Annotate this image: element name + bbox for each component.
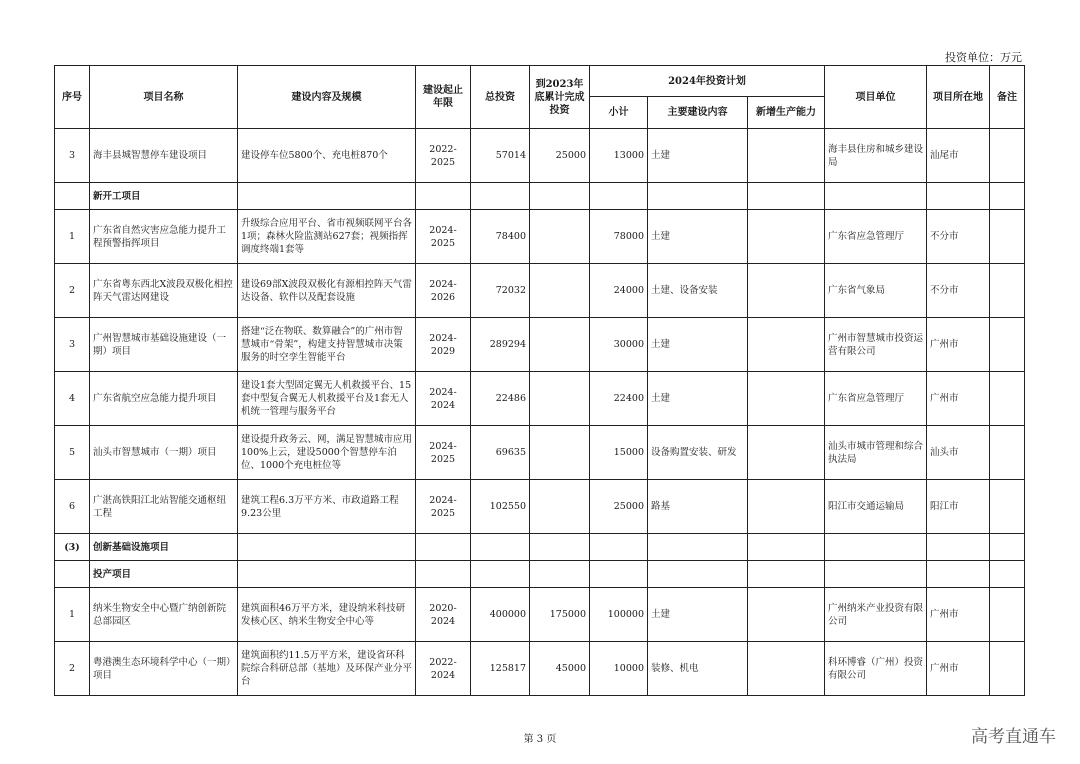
table-row	[55, 642, 1025, 696]
cell-main-content: 土建、设备安装	[648, 264, 748, 318]
cell-subtotal: 25000	[590, 480, 648, 534]
cell-total: 78400	[471, 210, 530, 264]
cell-subtotal	[590, 561, 648, 588]
cell-new-capacity	[748, 561, 825, 588]
page-number: 第 3 页	[523, 734, 557, 745]
cell-remark	[990, 264, 1025, 318]
cell-remark	[990, 534, 1025, 561]
cell-period: 2024-2025	[416, 426, 471, 480]
cell-unit: 科环博睿（广州）投资有限公司	[825, 642, 927, 696]
cell-remark	[990, 183, 1025, 210]
cell-period	[416, 534, 471, 561]
cell-remark	[990, 426, 1025, 480]
cell-unit	[825, 561, 927, 588]
cell-remark	[990, 561, 1025, 588]
table-row	[55, 264, 1025, 318]
cell-seq: 4	[55, 372, 90, 426]
cell-unit: 广东省应急管理厅	[825, 210, 927, 264]
cell-unit: 阳江市交通运输局	[825, 480, 927, 534]
cell-seq: 3	[55, 318, 90, 372]
cell-subtotal: 15000	[590, 426, 648, 480]
cell-unit: 广东省气象局	[825, 264, 927, 318]
cell-total: 400000	[471, 588, 530, 642]
cell-location	[927, 183, 990, 210]
cell-done2023	[530, 318, 590, 372]
cell-done2023	[530, 183, 590, 210]
cell-seq: 2	[55, 264, 90, 318]
header-seq: 序号	[55, 66, 90, 129]
cell-content: 建设1套大型固定翼无人机救援平台、15套中型复合翼无人机救援平台及1套无人机统一管理与服务平台	[238, 372, 416, 426]
cell-new-capacity	[748, 264, 825, 318]
cell-total	[471, 534, 530, 561]
table-row	[55, 372, 1025, 426]
cell-seq: 3	[55, 129, 90, 183]
cell-content: 建筑面积约11.5万平方米，建设省环科院综合科研总部（基地）及环保产业分平台	[238, 642, 416, 696]
header-location: 项目所在地	[927, 66, 990, 129]
unit-note: 投资单位：万元	[945, 51, 1022, 64]
cell-subtotal: 13000	[590, 129, 648, 183]
header-unit: 项目单位	[825, 66, 927, 129]
cell-new-capacity	[748, 129, 825, 183]
cell-done2023	[530, 264, 590, 318]
cell-total: 125817	[471, 642, 530, 696]
cell-new-capacity	[748, 210, 825, 264]
cell-seq: 6	[55, 480, 90, 534]
table-row	[55, 534, 1025, 561]
investment-table	[54, 65, 1025, 696]
watermark: 高考直通车	[971, 727, 1056, 747]
header-main-content: 主要建设内容	[648, 97, 748, 129]
cell-remark	[990, 210, 1025, 264]
cell-name: 创新基础设施项目	[90, 534, 238, 561]
header-done2023: 到2023年底累计完成投资	[530, 66, 590, 129]
cell-remark	[990, 588, 1025, 642]
cell-subtotal	[590, 183, 648, 210]
cell-new-capacity	[748, 372, 825, 426]
cell-total: 289294	[471, 318, 530, 372]
cell-main-content	[648, 561, 748, 588]
cell-content: 搭建“泛在物联、数算融合”的广州市智慧城市“骨架”，构建支持智慧城市决策服务的时空孪生智能平台	[238, 318, 416, 372]
header-plan2024: 2024年投资计划	[590, 66, 825, 97]
cell-unit: 广东省应急管理厅	[825, 372, 927, 426]
section-row	[55, 561, 1025, 588]
cell-remark	[990, 480, 1025, 534]
cell-main-content: 土建	[648, 210, 748, 264]
cell-main-content: 土建	[648, 372, 748, 426]
cell-period: 2022-2024	[416, 642, 471, 696]
cell-remark	[990, 372, 1025, 426]
cell-period	[416, 183, 471, 210]
cell-location: 广州市	[927, 372, 990, 426]
cell-location: 不分市	[927, 210, 990, 264]
cell-done2023	[530, 480, 590, 534]
cell-subtotal: 24000	[590, 264, 648, 318]
cell-total: 69635	[471, 426, 530, 480]
cell-done2023: 175000	[530, 588, 590, 642]
cell-content	[238, 561, 416, 588]
cell-subtotal: 78000	[590, 210, 648, 264]
cell-content: 升级综合应用平台、省市视频联网平台各1项；森林火险监测站627套；视频指挥调度终端1套等	[238, 210, 416, 264]
cell-seq: (3)	[55, 534, 90, 561]
cell-seq: 1	[55, 210, 90, 264]
cell-total: 102550	[471, 480, 530, 534]
cell-done2023	[530, 561, 590, 588]
cell-subtotal: 30000	[590, 318, 648, 372]
cell-subtotal: 100000	[590, 588, 648, 642]
cell-total: 57014	[471, 129, 530, 183]
header-period: 建设起止年限	[416, 66, 471, 129]
cell-done2023: 25000	[530, 129, 590, 183]
cell-name: 广东省自然灾害应急能力提升工程预警指挥项目	[90, 210, 238, 264]
cell-main-content	[648, 534, 748, 561]
cell-content	[238, 534, 416, 561]
cell-location: 汕头市	[927, 426, 990, 480]
cell-period: 2024-2029	[416, 318, 471, 372]
header-name: 项目名称	[90, 66, 238, 129]
cell-main-content: 土建	[648, 588, 748, 642]
cell-subtotal: 10000	[590, 642, 648, 696]
section-row	[55, 183, 1025, 210]
cell-period	[416, 561, 471, 588]
cell-main-content: 设备购置安装、研发	[648, 426, 748, 480]
cell-unit: 海丰县住房和城乡建设局	[825, 129, 927, 183]
cell-total: 72032	[471, 264, 530, 318]
cell-done2023	[530, 372, 590, 426]
cell-remark	[990, 129, 1025, 183]
cell-period: 2020-2024	[416, 588, 471, 642]
cell-location: 不分市	[927, 264, 990, 318]
cell-name: 广东省航空应急能力提升项目	[90, 372, 238, 426]
table-row	[55, 129, 1025, 183]
cell-main-content: 土建	[648, 318, 748, 372]
cell-name: 纳米生物安全中心暨广纳创新院总部园区	[90, 588, 238, 642]
cell-new-capacity	[748, 534, 825, 561]
cell-main-content	[648, 183, 748, 210]
cell-name: 广州智慧城市基础设施建设（一期）项目	[90, 318, 238, 372]
cell-done2023	[530, 426, 590, 480]
header-total: 总投资	[471, 66, 530, 129]
table-row	[55, 210, 1025, 264]
cell-content: 建设提升政务云、网，满足智慧城市应用100%上云，建设5000个智慧停车泊位、1000个充电桩位等	[238, 426, 416, 480]
cell-content: 建筑工程6.3万平方米、市政道路工程9.23公里	[238, 480, 416, 534]
cell-new-capacity	[748, 642, 825, 696]
cell-location	[927, 534, 990, 561]
table-row	[55, 426, 1025, 480]
cell-period: 2022-2025	[416, 129, 471, 183]
cell-content: 建筑面积46万平方米，建设纳米科技研发核心区、纳米生物安全中心等	[238, 588, 416, 642]
cell-total	[471, 183, 530, 210]
cell-remark	[990, 642, 1025, 696]
cell-unit: 广州市智慧城市投资运营有限公司	[825, 318, 927, 372]
section-title: 投产项目	[90, 561, 238, 588]
header-subtotal: 小计	[590, 97, 648, 129]
cell-subtotal	[590, 534, 648, 561]
cell-name: 粤港澳生态环境科学中心（一期）项目	[90, 642, 238, 696]
cell-name: 海丰县城智慧停车建设项目	[90, 129, 238, 183]
cell-remark	[990, 318, 1025, 372]
cell-location	[927, 561, 990, 588]
cell-period: 2024-2024	[416, 372, 471, 426]
cell-main-content: 装修、机电	[648, 642, 748, 696]
cell-period: 2024-2025	[416, 210, 471, 264]
cell-name: 广东省粤东西北X波段双极化相控阵天气雷达网建设	[90, 264, 238, 318]
cell-unit	[825, 183, 927, 210]
cell-unit: 广州纳米产业投资有限公司	[825, 588, 927, 642]
cell-done2023	[530, 534, 590, 561]
cell-main-content: 路基	[648, 480, 748, 534]
cell-unit	[825, 534, 927, 561]
cell-content	[238, 183, 416, 210]
cell-new-capacity	[748, 480, 825, 534]
cell-done2023: 45000	[530, 642, 590, 696]
cell-done2023	[530, 210, 590, 264]
cell-location: 广州市	[927, 588, 990, 642]
cell-name: 广湛高铁阳江北站智能交通枢纽工程	[90, 480, 238, 534]
cell-location: 广州市	[927, 642, 990, 696]
cell-location: 汕尾市	[927, 129, 990, 183]
cell-name: 汕头市智慧城市（一期）项目	[90, 426, 238, 480]
cell-period: 2024-2025	[416, 480, 471, 534]
cell-seq: 1	[55, 588, 90, 642]
header-new-capacity: 新增生产能力	[748, 97, 825, 129]
header-remark: 备注	[990, 66, 1025, 129]
table-row	[55, 480, 1025, 534]
table-row	[55, 588, 1025, 642]
cell-content: 建设停车位5800个、充电桩870个	[238, 129, 416, 183]
cell-location: 阳江市	[927, 480, 990, 534]
cell-unit: 汕头市城市管理和综合执法局	[825, 426, 927, 480]
cell-total: 22486	[471, 372, 530, 426]
cell-period: 2024-2026	[416, 264, 471, 318]
section-title: 新开工项目	[90, 183, 238, 210]
cell-seq	[55, 183, 90, 210]
cell-seq: 2	[55, 642, 90, 696]
cell-total	[471, 561, 530, 588]
cell-new-capacity	[748, 318, 825, 372]
cell-content: 建设69部X波段双极化有源相控阵天气雷达设备、软件以及配套设施	[238, 264, 416, 318]
cell-location: 广州市	[927, 318, 990, 372]
cell-subtotal: 22400	[590, 372, 648, 426]
cell-new-capacity	[748, 183, 825, 210]
cell-new-capacity	[748, 588, 825, 642]
cell-seq	[55, 561, 90, 588]
header-content: 建设内容及规模	[238, 66, 416, 129]
cell-new-capacity	[748, 426, 825, 480]
table-row	[55, 318, 1025, 372]
cell-seq: 5	[55, 426, 90, 480]
cell-main-content: 土建	[648, 129, 748, 183]
